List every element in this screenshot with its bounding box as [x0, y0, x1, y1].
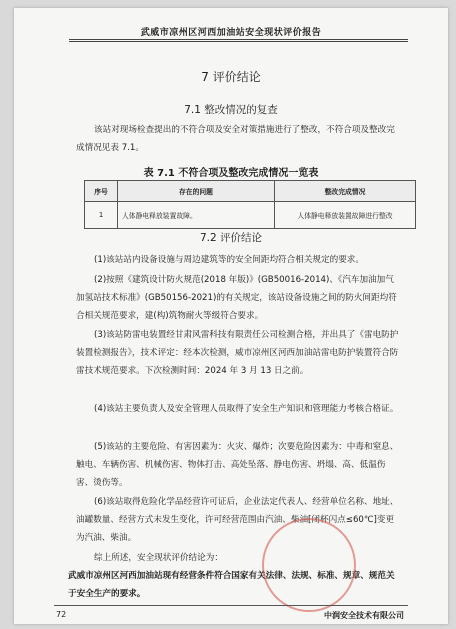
intro-paragraph: 该站对现场检查提出的不符合项及安全对策措施进行了整改，不符合项及整改完成情况见表 7.1。 — [76, 125, 395, 153]
table-cell-index: 1 — [85, 202, 118, 229]
summary-conclusion: 武威市凉州区河西加油站现有经营条件符合国家有关法律、法规、标准、规章、规范关于安全生产的要求。 — [68, 571, 395, 599]
subsection-title-7-1: 7.1 整改情况的复查 — [184, 104, 278, 116]
table-header-row — [85, 181, 416, 202]
table-header-status: 整改完成情况 — [275, 181, 416, 202]
table-cell-problem: 人体静电释放装置故障。 — [118, 202, 275, 229]
table-caption: 表 7.1 不符合项及整改完成情况一览表 — [143, 168, 319, 179]
conclusion-item-1: (1)该站站内设备设施与周边建筑等的安全间距均符合相关规定的要求。 — [94, 255, 364, 265]
conclusion-item-6: (6)该站取得危险化学品经营许可证后，企业法定代表人、经营单位名称、地址、油罐数量、经营方式未发生变化，许可经营范围由汽油、柴油[闭杯闪点≤60℃]变更为汽油、柴油。 — [76, 497, 399, 543]
summary-lead: 综上所述，安全现状评价结论为： — [94, 553, 223, 563]
header-rule — [69, 39, 408, 40]
table-header-index: 序号 — [85, 181, 118, 202]
table-header-problem: 存在的问题 — [118, 181, 275, 202]
section-title: 7 评价结论 — [201, 70, 261, 84]
table-cell-status: 人体静电释放装置故障进行整改 — [275, 202, 416, 229]
document-page — [14, 8, 448, 624]
nonconformity-table — [84, 180, 416, 229]
conclusion-item-5: (5)该站的主要危险、有害因素为：火灾、爆炸；次要危险因素为：中毒和窒息、触电、车辆伤害、机械伤害、物体打击、高处坠落、静电伤害、坍塌、高、低温伤害、烫伤等。 — [76, 442, 399, 488]
company-seal — [262, 518, 356, 612]
conclusion-item-2: (2)按照《建筑设计防火规范(2018 年版)》(GB50016-2014)、《汽车加油加气加氢站技术标准》(GB50156-2021)的有关规定，该站设备设施之间的防火间距均符合相关规范要求，建(构)筑物耐火等级符合要求。 — [76, 275, 397, 321]
page-number: 72 — [56, 610, 67, 619]
header-rule-secondary — [69, 41, 408, 42]
table-row — [85, 202, 416, 229]
report-header-title: 武威市凉州区河西加油站安全现状评价报告 — [140, 28, 322, 38]
footer-company: 中润安全技术有限公司 — [324, 611, 404, 620]
conclusion-item-4: (4)该站主要负责人及安全管理人员取得了安全生产知识和管理能力考核合格证。 — [94, 404, 399, 414]
subsection-title-7-2: 7.2 评价结论 — [199, 232, 263, 244]
conclusion-item-3: (3)该站防雷电装置经甘肃风雷科技有限责任公司检测合格，并出具了《雷电防护装置检测报告》，技术评定：经本次检测，威市凉州区河西加油站雷电防护装置符合防雷技术规范要求。下次检测时间：2024 年 3 月 13 日之前。 — [76, 330, 399, 376]
footer-rule — [54, 605, 408, 606]
